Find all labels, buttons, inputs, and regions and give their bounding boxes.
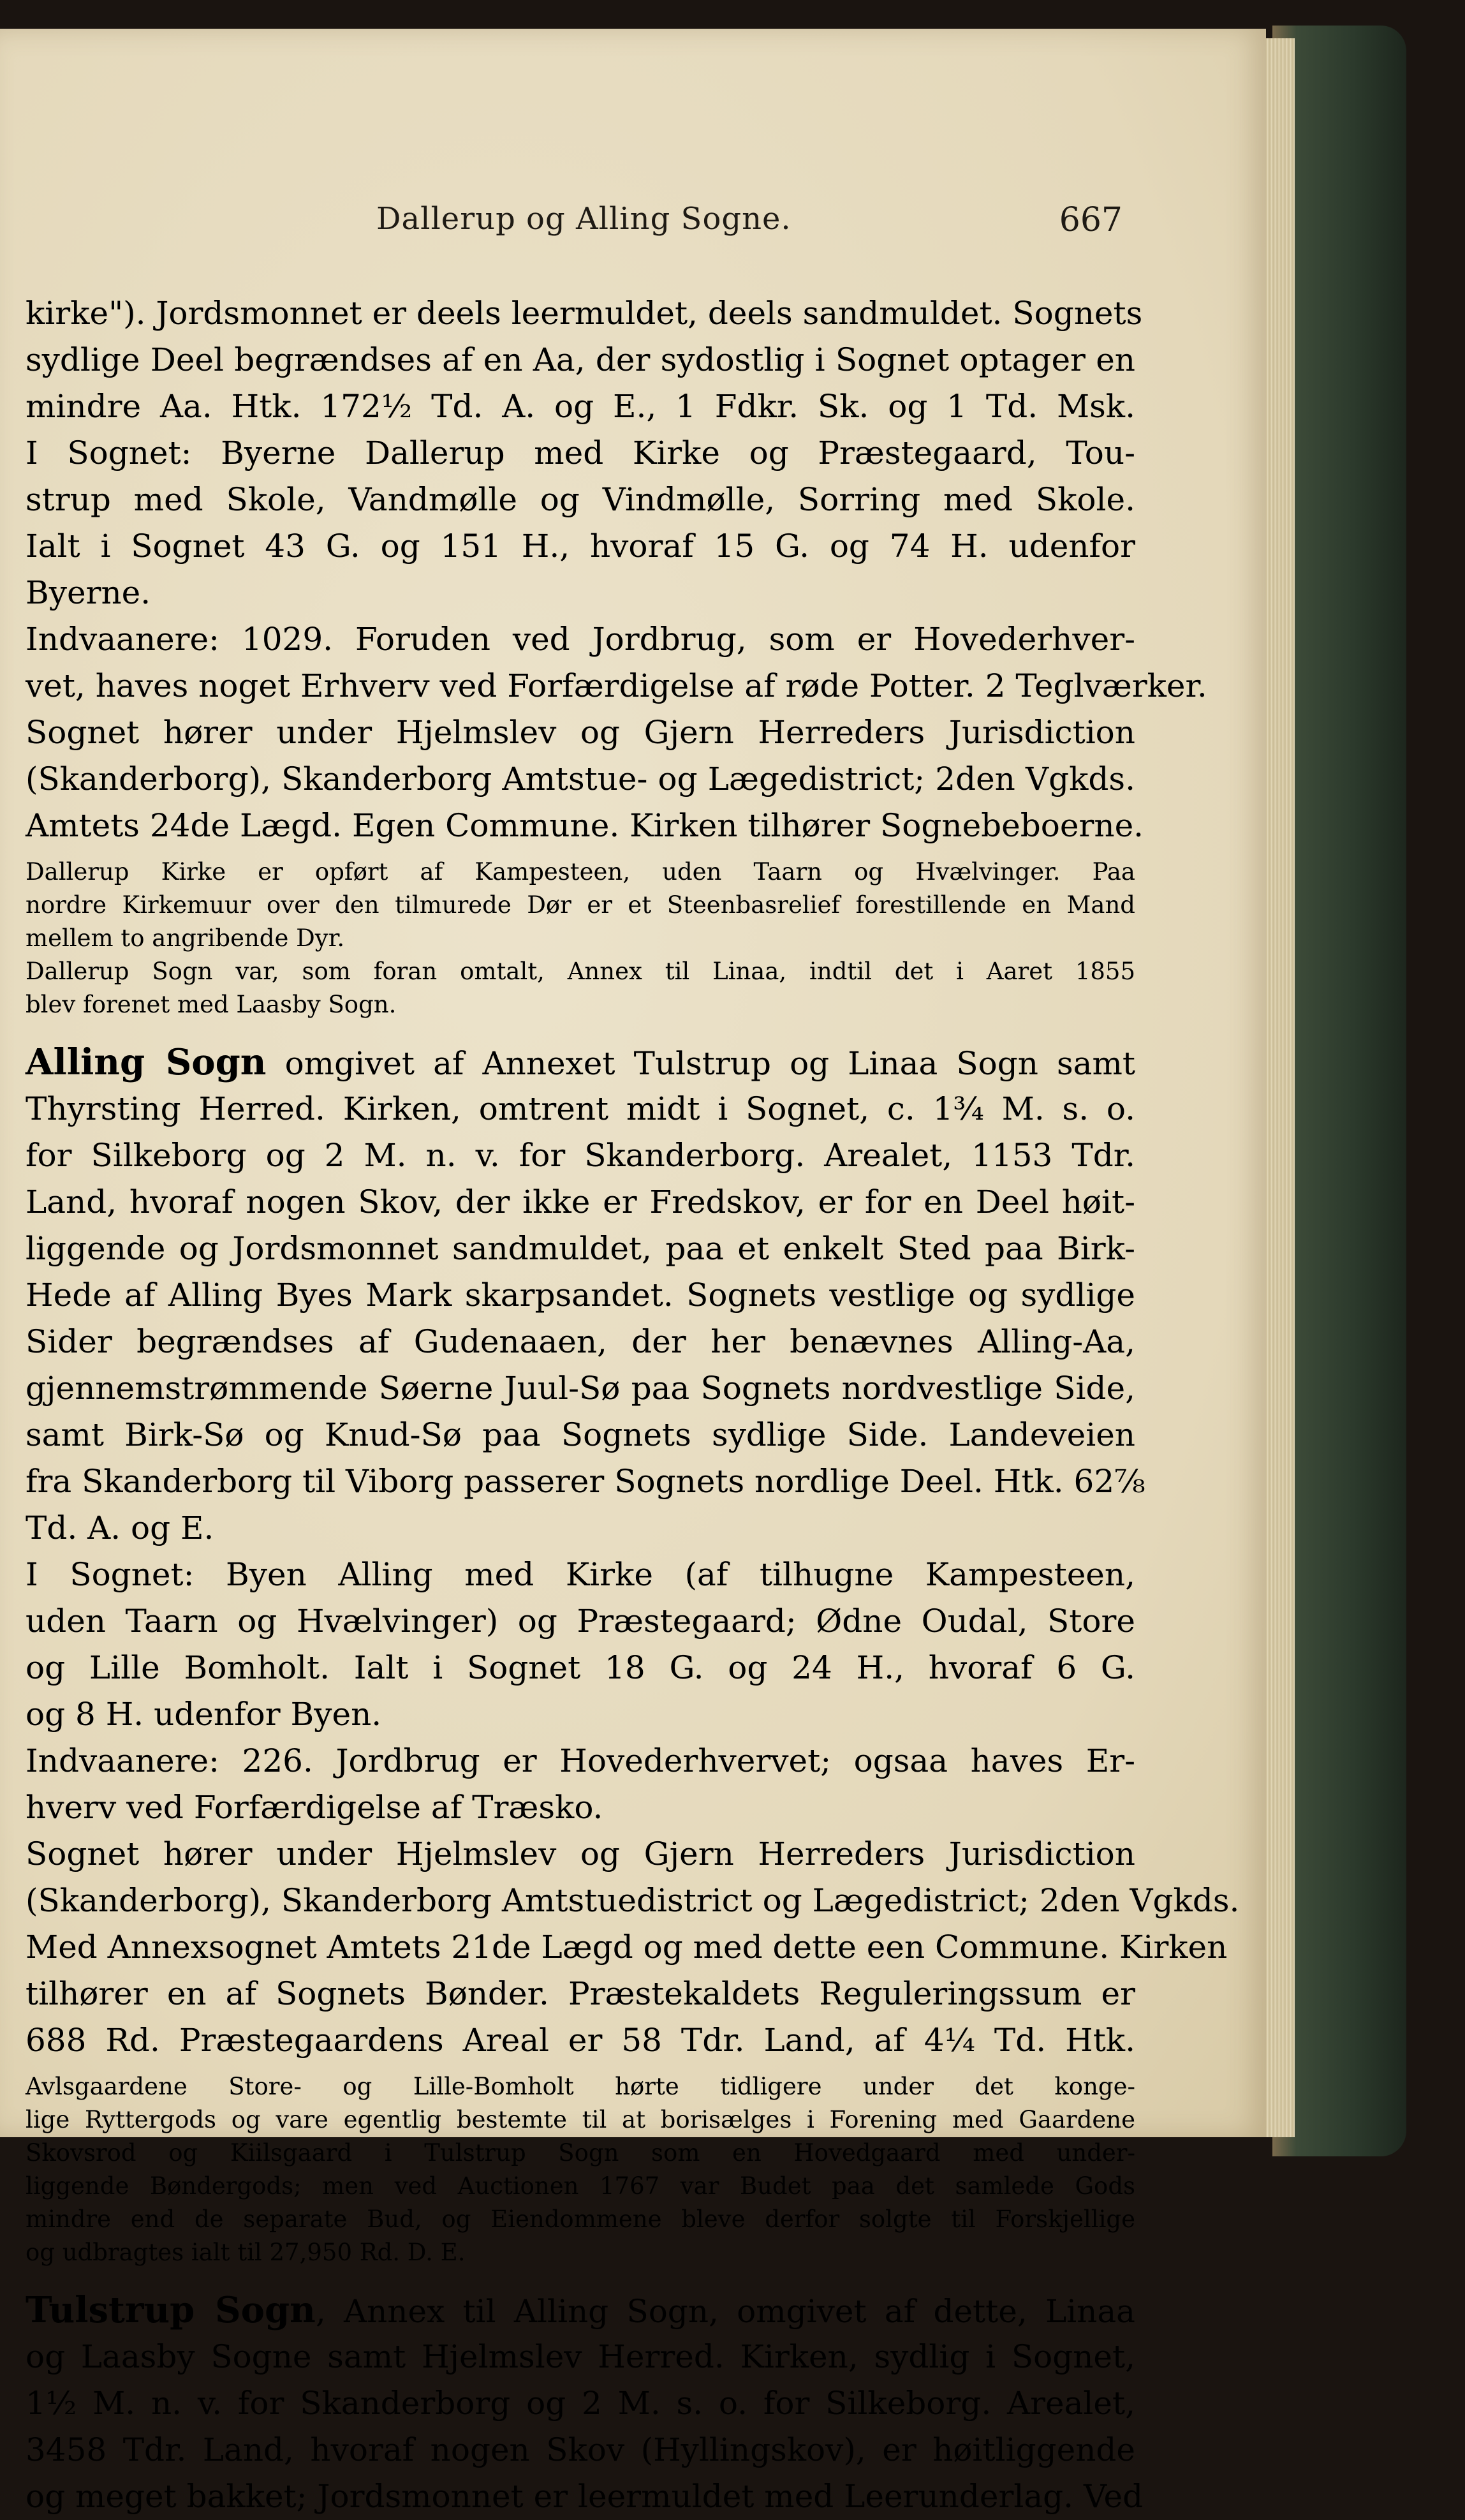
text-line: (Skanderborg), Skanderborg Amtstuedistrict og Lægedistrict; 2den Vgkds. bbox=[26, 1882, 1240, 1919]
text-line: tilhører en af Sognets Bønder. Præstekaldets Reguleringssum er bbox=[26, 1975, 1135, 2012]
text-line: Byerne. bbox=[26, 574, 151, 611]
text-body bbox=[26, 290, 1240, 2520]
text-line: Land, hvoraf nogen Skov, der ikke er Fredskov, er for en Deel høit- bbox=[26, 1183, 1135, 1220]
text-line: Sider begrændses af Gudenaaen, der her benævnes Alling-Aa, bbox=[26, 1323, 1135, 1360]
text-line: vet, haves noget Erhverv ved Forfærdigelse af røde Potter. 2 Teglværker. bbox=[26, 667, 1207, 704]
text-line: Skovsrod og Kiilsgaard i Tulstrup Sogn som en Hovedgaard med under- bbox=[26, 2139, 1135, 2167]
text-line: gjennemstrømmende Søerne Juul-Sø paa Sognets nordvestlige Side, bbox=[26, 1370, 1135, 1407]
text-line: (Skanderborg), Skanderborg Amtstue- og Lægedistrict; 2den Vgkds. bbox=[26, 760, 1135, 797]
text-line: 1½ M. n. v. for Skanderborg og 2 M. s. o. for Silkeborg. Arealet, bbox=[26, 2385, 1135, 2422]
text-line: Hede af Alling Byes Mark skarpsandet. Sognets vestlige og sydlige bbox=[26, 1277, 1135, 1314]
text-line: fra Skanderborg til Viborg passerer Sognets nordlige Deel. Htk. 62⅞ bbox=[26, 1463, 1145, 1500]
book-page bbox=[0, 29, 1266, 2515]
text-line: sydlige Deel begrændses af en Aa, der sydostlig i Sognet optager en bbox=[26, 341, 1135, 378]
section-heading: Tulstrup Sogn bbox=[26, 2289, 316, 2331]
text-line: og meget bakket; Jordsmonnet er leermuldet med Leerunderlag. Ved bbox=[26, 2478, 1144, 2515]
text-line: 3458 Tdr. Land, hvoraf nogen Skov (Hyllingskov), er høitliggende bbox=[26, 2431, 1135, 2468]
text-line: 688 Rd. Præstegaardens Areal er 58 Tdr. Land, af 4¼ Td. Htk. bbox=[26, 2022, 1135, 2059]
text-line: I Sognet: Byerne Dallerup med Kirke og Præstegaard, Tou- bbox=[26, 434, 1135, 471]
text-line: Thyrsting Herred. Kirken, omtrent midt i Sognet, c. 1¾ M. s. o. bbox=[26, 1090, 1135, 1127]
text-line: og Laasby Sogne samt Hjelmslev Herred. Kirken, sydlig i Sognet, bbox=[26, 2338, 1135, 2375]
text-line: hverv ved Forfærdigelse af Træsko. bbox=[26, 1789, 603, 1826]
text-line: kirke"). Jordsmonnet er deels leermuldet, deels sandmuldet. Sognets bbox=[26, 295, 1143, 332]
section-heading: Alling Sogn bbox=[26, 1041, 267, 1083]
text-line: mindre end de separate Bud, og Eiendommene bleve derfor solgte til Forskjellige bbox=[26, 2205, 1135, 2233]
text-line: liggende Bøndergods; men ved Auctionen 1767 var Budet paa det samlede Gods bbox=[26, 2172, 1135, 2200]
text-line: blev forenet med Laasby Sogn. bbox=[26, 991, 397, 1018]
text-line: Indvaanere: 226. Jordbrug er Hovederhvervet; ogsaa haves Er- bbox=[26, 1742, 1135, 1779]
text-line: og udbragtes ialt til 27,950 Rd. D. E. bbox=[26, 2239, 466, 2266]
text-line bbox=[26, 1039, 1135, 1086]
text-line: Ialt i Sognet 43 G. og 151 H., hvoraf 15 G. og 74 H. udenfor bbox=[26, 528, 1135, 565]
text-line: og Lille Bomholt. Ialt i Sognet 18 G. og 24 H., hvoraf 6 G. bbox=[26, 1649, 1135, 1686]
section-heading-rest: omgivet af Annexet Tulstrup og Linaa Sogn samt bbox=[266, 1045, 1135, 1082]
text-line: strup med Skole, Vandmølle og Vindmølle, Sorring med Skole. bbox=[26, 481, 1135, 518]
running-head bbox=[26, 201, 1123, 246]
text-line: Indvaanere: 1029. Foruden ved Jordbrug, som er Hovederhver- bbox=[26, 621, 1135, 658]
text-line: samt Birk-Sø og Knud-Sø paa Sognets sydlige Side. Landeveien bbox=[26, 1416, 1135, 1453]
text-line: Amtets 24de Lægd. Egen Commune. Kirken tilhører Sognebeboerne. bbox=[26, 807, 1144, 844]
text-line: liggende og Jordsmonnet sandmuldet, paa et enkelt Sted paa Birk- bbox=[26, 1230, 1135, 1267]
page-number: 667 bbox=[1059, 201, 1123, 239]
text-line: Sognet hører under Hjelmslev og Gjern Herreders Jurisdiction bbox=[26, 714, 1135, 751]
text-line: Dallerup Sogn var, som foran omtalt, Annex til Linaa, indtil det i Aaret 1855 bbox=[26, 958, 1135, 985]
text-line: og 8 H. udenfor Byen. bbox=[26, 1696, 382, 1733]
text-line: Sognet hører under Hjelmslev og Gjern Herreders Jurisdiction bbox=[26, 1835, 1135, 1872]
text-line: lige Ryttergods og vare egentlig bestemte til at borisælges i Forening med Gaardene bbox=[26, 2106, 1135, 2133]
text-line: I Sognet: Byen Alling med Kirke (af tilhugne Kampesteen, bbox=[26, 1556, 1135, 1593]
text-line: for Silkeborg og 2 M. n. v. for Skanderborg. Arealet, 1153 Tdr. bbox=[26, 1137, 1135, 1174]
text-line: uden Taarn og Hvælvinger) og Præstegaard; Ødne Oudal, Store bbox=[26, 1603, 1135, 1640]
text-line: mellem to angribende Dyr. bbox=[26, 924, 345, 952]
text-line: Avlsgaardene Store- og Lille-Bomholt hørte tidligere under det konge- bbox=[26, 2073, 1135, 2100]
text-line bbox=[26, 2287, 1135, 2334]
text-line: mindre Aa. Htk. 172½ Td. A. og E., 1 Fdkr. Sk. og 1 Td. Msk. bbox=[26, 388, 1135, 425]
section-heading-rest: , Annex til Alling Sogn, omgivet af dette, Linaa bbox=[315, 2293, 1135, 2330]
running-head-title: Dallerup og Alling Sogne. bbox=[376, 201, 791, 237]
text-line: Td. A. og E. bbox=[26, 1509, 214, 1546]
text-line: nordre Kirkemuur over den tilmurede Dør er et Steenbasrelief forestillende en Mand bbox=[26, 891, 1135, 919]
text-line: Med Annexsognet Amtets 21de Lægd og med dette een Commune. Kirken bbox=[26, 1929, 1228, 1966]
text-line: Dallerup Kirke er opført af Kampesteen, uden Taarn og Hvælvinger. Paa bbox=[26, 858, 1135, 886]
